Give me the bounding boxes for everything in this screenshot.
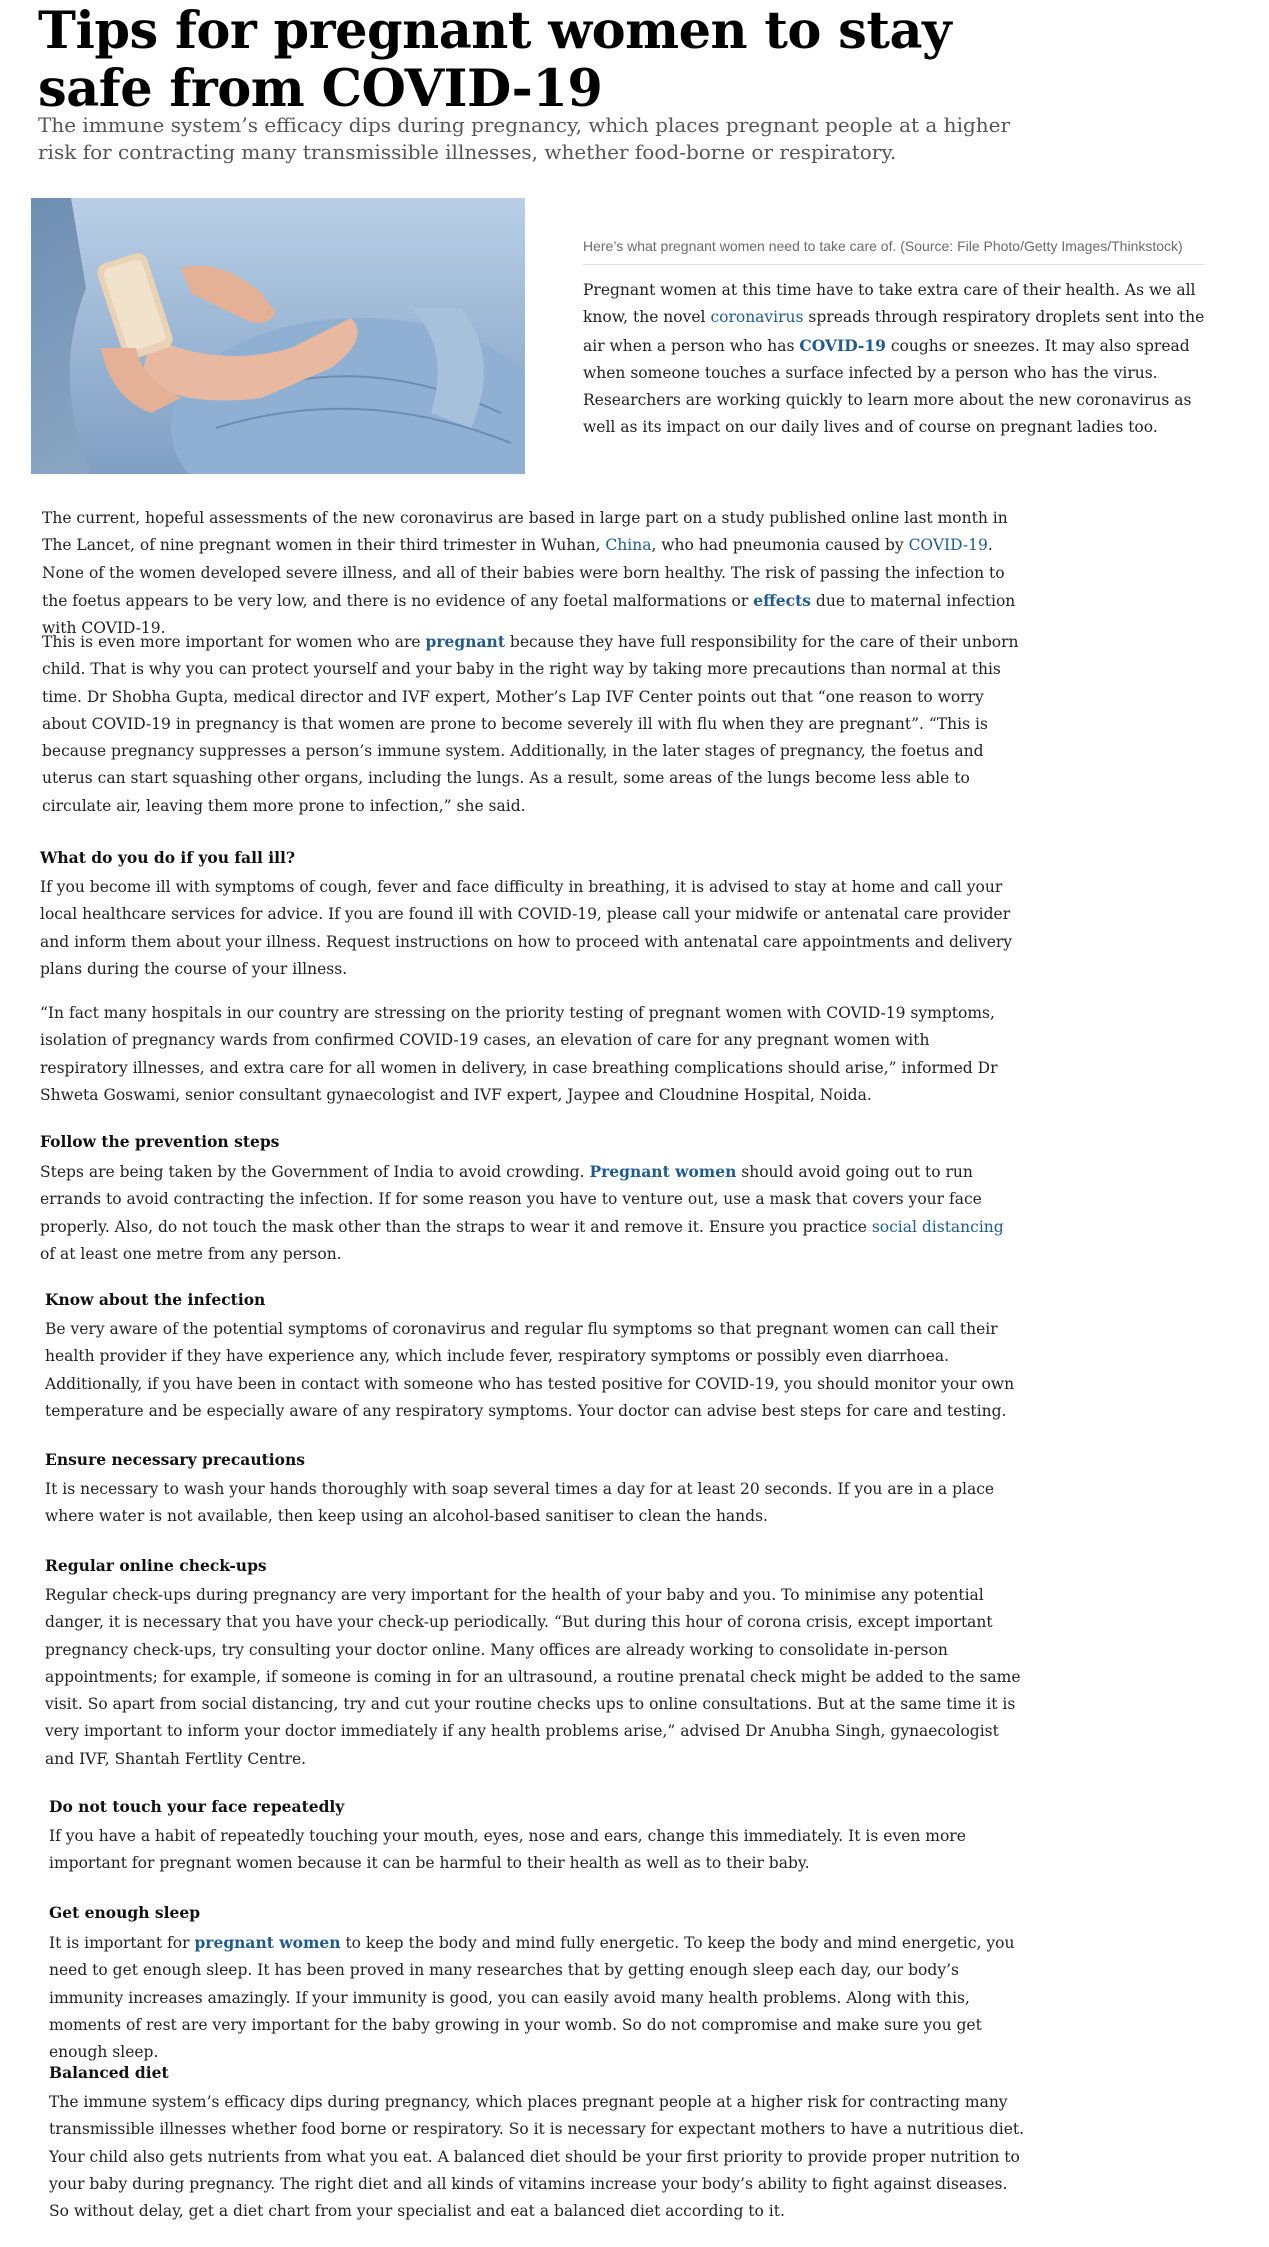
paragraph-balanced-diet: The immune system’s efficacy dips during pregnancy, which places pregnant people at a higher risk for contracting many transmissible illnesses whether food borne or respiratory. So it is necessary for expectant mothers to have a nutritious diet. Your child also gets nutrients from what you eat. A balanced diet should be your first priority to provide proper nutrition to your baby during pregnancy. The right diet and all kinds of vitamins increase your body’s ability to fight against diseases. So without delay, get a diet chart from your specialist and eat a balanced diet according to it. [49,2093,1025,2221]
link-pregnant-women-sleep[interactable]: pregnant women [194,1933,341,1952]
paragraph-touch-face: If you have a habit of repeatedly touching your mouth, eyes, nose and ears, change this immediately. It is even more important for pregnant women because it can be harmful to their health as well as to their baby. [49,1827,966,1873]
paragraph-lancet-study: The current, hopeful assessments of the new coronavirus are based in large part on a study published online last month in The Lancet, of nine pregnant women in their third trimester in Wuhan, China, who had pneumonia caused by COVID-19. None of the women developed severe illness, and all of their babies were born healthy. The risk of passing the infection to the foetus appears to be very low, and there is no evidence of any foetal malformations or effects due to maternal infection with COVID-19. [42,509,1016,638]
link-pregnant[interactable]: pregnant [425,632,505,651]
article-title: Tips for pregnant women to stay safe from COVID-19 [38,1,952,119]
link-covid-19[interactable]: COVID-19 [908,536,988,555]
paragraph-enough-sleep: It is important for pregnant women to keep the body and mind fully energetic. To keep the body and mind energetic, you need to get enough sleep. It has been proved in many researches that by getting enough sleep each day, our body’s immunity increases amazingly. If your immunity is good, you can easily avoid many health problems. Along with this, moments of rest are very important for the baby growing in your womb. So do not compromise and make sure you get enough sleep. [49,1933,1015,2062]
heading-know-infection: Know about the infection [45,1290,266,1309]
heading-precautions: Ensure necessary precautions [45,1450,305,1469]
paragraph-know-infection: Be very aware of the potential symptoms of coronavirus and regular flu symptoms so that pregnant women can call their health provider if they have experience any, which include fever, respiratory symptoms or possibly even diarrhoea. Additionally, if you have been in contact with someone who has tested positive for COVID-19, you should monitor your own temperature and be especially aware of any respiratory symptoms. Your doctor can advise best steps for care and testing. [45,1320,1015,1420]
image-caption: Here’s what pregnant women need to take care of. (Source: File Photo/Getty Images/Thinkstock) [583,236,1205,265]
link-coronavirus[interactable]: coronavirus [710,308,804,327]
intro-paragraph: Pregnant women at this time have to take extra care of their health. As we all know, the novel coronavirus spreads through respiratory droplets sent into the air when a person who has COVID-19 coughs or sneezes. It may also spread when someone touches a surface infected by a person who has the virus. Researchers are working quickly to learn more about the new coronavirus as well as its impact on our daily lives and of course on pregnant ladies too. [583,281,1205,437]
heading-balanced-diet: Balanced diet [49,2063,169,2082]
paragraph-precautions: It is necessary to wash your hands thoroughly with soap several times a day for at least 20 seconds. If you are in a place where water is not available, then keep using an alcohol-based sanitiser to clean the hands. [45,1480,995,1526]
paragraph-prevention-steps: Steps are being taken by the Government of India to avoid crowding. Pregnant women should avoid going out to run errands to avoid contracting the infection. If for some reason you have to venture out, use a mask that covers your face properly. Also, do not touch the mask other than the straps to wear it and remove it. Ensure you practice social distancing of at least one metre from any person. [40,1162,1004,1263]
heading-enough-sleep: Get enough sleep [49,1903,201,1922]
pregnant-woman-phone-photo [31,198,525,474]
photo-illustration [31,198,525,474]
heading-fall-ill: What do you do if you fall ill? [40,848,296,867]
link-covid-19[interactable]: COVID-19 [799,335,886,355]
heading-online-checkups: Regular online check-ups [45,1556,267,1575]
article-subtitle: The immune system’s efficacy dips during pregnancy, which places pregnant people at a higher risk for contracting many transmissible illnesses, whether food-borne or respiratory. [38,113,1011,164]
heading-touch-face: Do not touch your face repeatedly [49,1797,345,1816]
heading-prevention-steps: Follow the prevention steps [40,1132,280,1151]
link-social-distancing[interactable]: social distancing [871,1217,1004,1236]
paragraph-fall-ill: If you become ill with symptoms of cough, fever and face difficulty in breathing, it is advised to stay at home and call your local healthcare services for advice. If you are found ill with COVID-19, please call your midwife or antenatal care provider and inform them about your illness. Request instructions on how to proceed with antenatal care appointments and delivery plans during the course of your illness. [40,878,1013,978]
link-pregnant-women[interactable]: Pregnant women [589,1162,737,1181]
paragraph-hospitals-quote: “In fact many hospitals in our country are stressing on the priority testing of pregnant women with COVID-19 symptoms, isolation of pregnancy wards from confirmed COVID-19 cases, an elevation of care for any pregnant women with respiratory illnesses, and extra care for all women in delivery, in case breathing complications should arise,” informed Dr Shweta Goswami, senior consultant gynaecologist and IVF expert, Jaypee and Cloudnine Hospital, Noida. [40,1004,998,1104]
link-china[interactable]: China [605,536,652,555]
link-effects[interactable]: effects [753,590,811,610]
paragraph-responsibility: This is even more important for women who are pregnant because they have full responsibility for the care of their unborn child. That is why you can protect yourself and your baby in the right way by taking more precautions than normal at this time. Dr Shobha Gupta, medical director and IVF expert, Mother’s Lap IVF Center points out that “one reason to worry about COVID-19 in pregnancy is that women are prone to become severely ill with flu when they are pregnant”. “This is because pregnancy suppresses a person’s immune system. Additionally, in the later stages of pregnancy, the foetus and uterus can start squashing other organs, including the lungs. As a result, some areas of the lungs become less able to circulate air, leaving them more prone to infection,” she said. [42,632,1019,815]
paragraph-online-checkups: Regular check-ups during pregnancy are very important for the health of your baby and you. To minimise any potential danger, it is necessary that you have your check-up periodically. “But during this hour of corona crisis, except important pregnancy check-ups, try consulting your doctor online. Many offices are already working to consolidate in-person appointments; for example, if someone is coming in for an ultrasound, a routine prenatal check might be added to the same visit. So apart from social distancing, try and cut your routine checks ups to online consultations. But at the same time it is very important to inform your doctor immediately if any health problems arise,” advised Dr Anubha Singh, gynaecologist and IVF, Shantah Fertlity Centre. [45,1586,1021,1768]
